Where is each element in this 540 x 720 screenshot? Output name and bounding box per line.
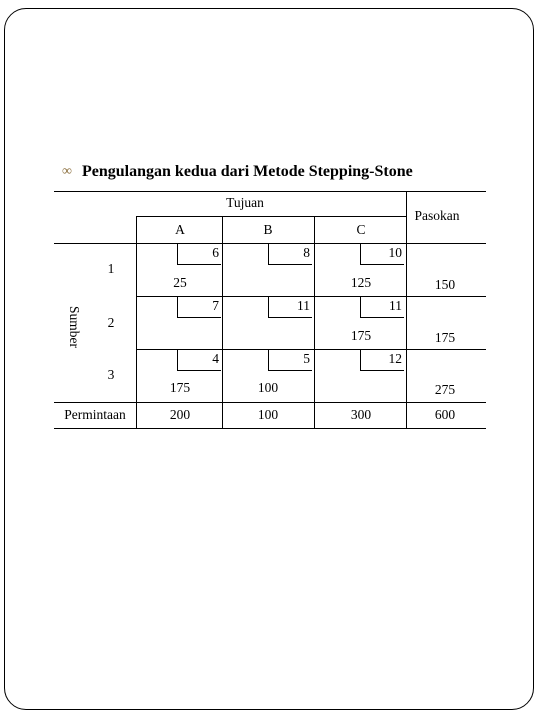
source-header: Sumber xyxy=(67,306,82,348)
cost-box-r2-b xyxy=(268,296,312,318)
demand-top-rule xyxy=(54,402,486,403)
cost-box-r1-a xyxy=(177,243,221,265)
demand-value-b: 100 xyxy=(257,407,279,422)
cost-value: 6 xyxy=(212,245,219,260)
column-header-a: A xyxy=(175,222,185,237)
column-divider xyxy=(222,216,223,429)
heading-title: Pengulangan kedua dari Metode Stepping-Stone xyxy=(82,163,413,180)
cost-value: 12 xyxy=(388,351,402,366)
supply-divider xyxy=(406,191,407,429)
cost-value: 11 xyxy=(297,298,310,313)
supply-value-3: 275 xyxy=(434,382,456,397)
row-label-3: 3 xyxy=(107,367,115,382)
allocation-r1-c: 125 xyxy=(350,275,372,290)
table-top-rule xyxy=(54,191,486,192)
supply-value-2: 175 xyxy=(434,330,456,345)
cost-value: 8 xyxy=(303,245,310,260)
cost-box-r1-b xyxy=(268,243,312,265)
cost-value: 5 xyxy=(303,351,310,366)
cost-box-r3-b xyxy=(268,349,312,371)
cost-box-r3-c xyxy=(360,349,404,371)
column-divider xyxy=(136,216,137,429)
cost-value: 11 xyxy=(389,298,402,313)
column-header-c: C xyxy=(356,222,366,237)
row-label-2: 2 xyxy=(107,315,115,330)
cost-box-r3-a xyxy=(177,349,221,371)
allocation-r3-a: 175 xyxy=(169,380,191,395)
demand-label: Permintaan xyxy=(64,407,126,422)
allocation-r3-b: 100 xyxy=(257,380,279,395)
column-header-rule xyxy=(137,216,407,217)
bullet-icon: ∞ xyxy=(62,164,72,179)
destination-header: Tujuan xyxy=(226,195,264,210)
cost-value: 10 xyxy=(388,245,402,260)
allocation-r1-a: 25 xyxy=(173,275,187,290)
cost-box-r1-c xyxy=(360,243,404,265)
cost-value: 7 xyxy=(212,298,219,313)
slide-heading xyxy=(62,163,413,181)
total-value: 600 xyxy=(434,407,456,422)
column-header-b: B xyxy=(263,222,273,237)
demand-value-c: 300 xyxy=(350,407,372,422)
cost-box-r2-c xyxy=(360,296,404,318)
supply-header: Pasokan xyxy=(414,208,460,223)
cost-box-r2-a xyxy=(177,296,221,318)
row-label-1: 1 xyxy=(107,261,115,276)
allocation-r2-c: 175 xyxy=(350,328,372,343)
supply-value-1: 150 xyxy=(434,277,456,292)
table-bottom-rule xyxy=(54,428,486,429)
column-divider xyxy=(314,216,315,429)
cost-value: 4 xyxy=(212,351,219,366)
demand-value-a: 200 xyxy=(169,407,191,422)
